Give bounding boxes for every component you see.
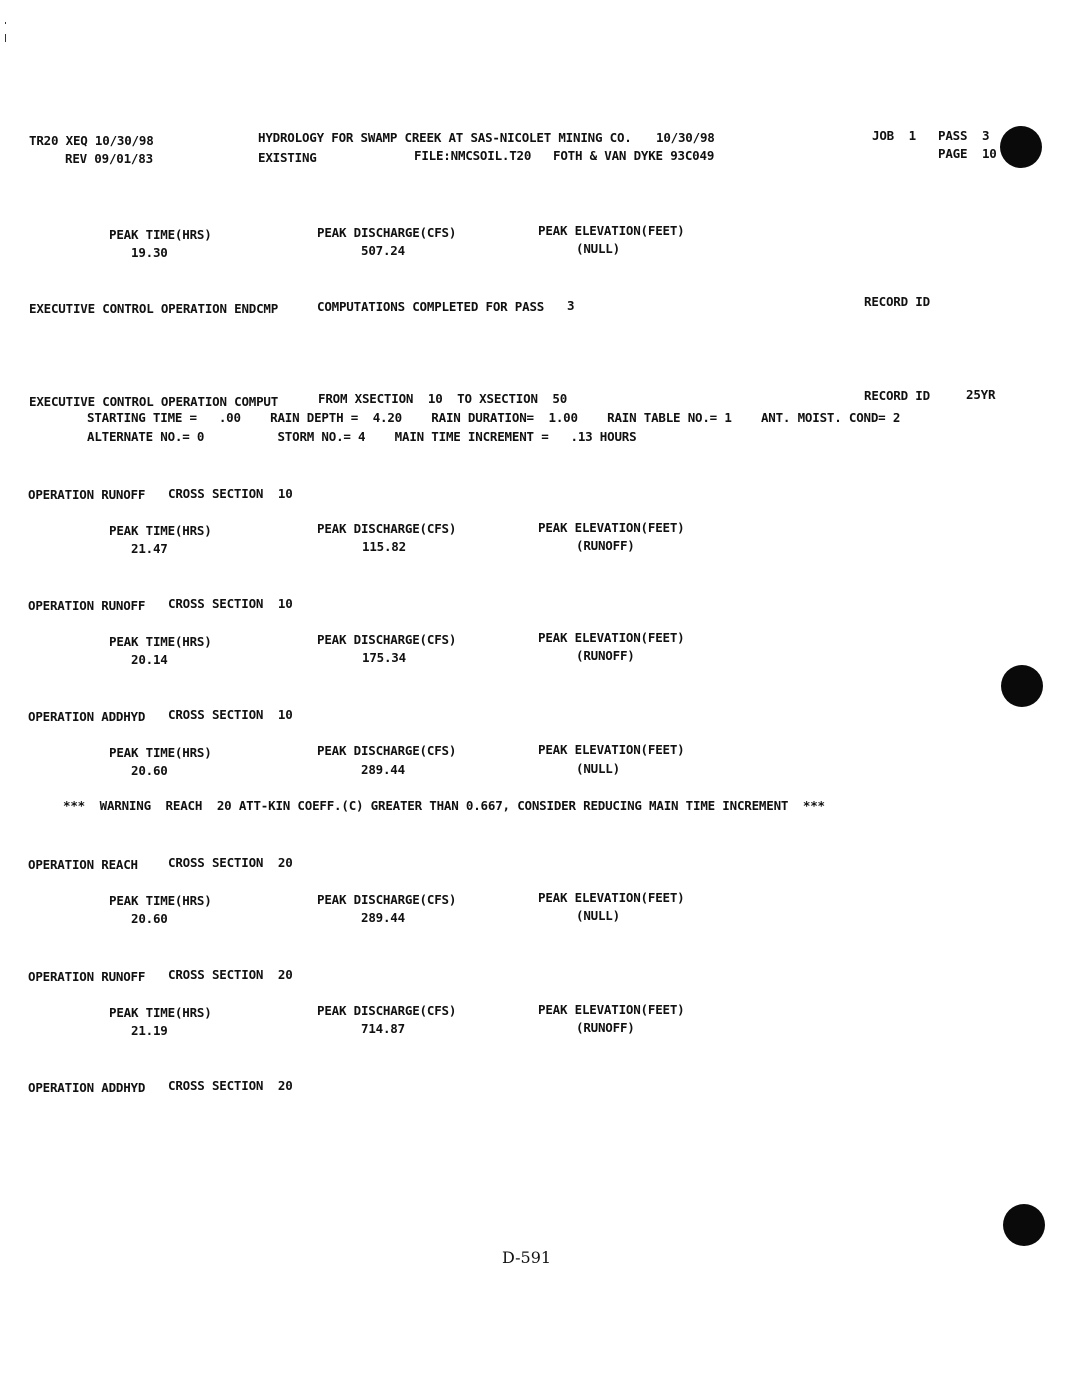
cross-section: CROSS SECTION 20	[168, 967, 293, 982]
peak-discharge-value: 115.82	[362, 539, 406, 554]
punch-hole	[1001, 665, 1043, 707]
job-number: JOB 1	[872, 128, 916, 143]
program-id: TR20 XEQ 10/30/98	[29, 133, 154, 148]
peak-elevation-label: PEAK ELEVATION(FEET)	[538, 630, 685, 645]
report-date: 10/30/98	[656, 130, 715, 145]
peak-discharge-value: 507.24	[361, 243, 405, 258]
peak-time-value: 19.30	[131, 245, 168, 260]
peak-discharge-label: PEAK DISCHARGE(CFS)	[317, 1003, 457, 1018]
operation-heading: OPERATION REACH	[28, 857, 138, 872]
peak-elevation-label: PEAK ELEVATION(FEET)	[538, 520, 685, 535]
peak-time-label: PEAK TIME(HRS)	[109, 893, 212, 908]
endcmp-operation: EXECUTIVE CONTROL OPERATION ENDCMP	[29, 301, 279, 316]
comput-parameters-line2: ALTERNATE NO.= 0 STORM NO.= 4 MAIN TIME INCREMENT = .13 HOURS	[87, 429, 637, 444]
margin-tick	[5, 22, 6, 24]
peak-time-value: 21.19	[131, 1023, 168, 1038]
operation-heading: OPERATION ADDHYD	[28, 709, 146, 724]
peak-elevation-value: (RUNOFF)	[576, 648, 635, 663]
peak-time-label: PEAK TIME(HRS)	[109, 227, 212, 242]
peak-time-label: PEAK TIME(HRS)	[109, 1005, 212, 1020]
peak-elevation-value: (NULL)	[576, 761, 620, 776]
peak-elevation-label: PEAK ELEVATION(FEET)	[538, 742, 685, 757]
margin-tick	[5, 34, 6, 42]
pass-number: PASS 3	[938, 128, 990, 143]
comput-range: FROM XSECTION 10 TO XSECTION 50	[318, 391, 568, 406]
cross-section: CROSS SECTION 20	[168, 1078, 293, 1093]
cross-section: CROSS SECTION 10	[168, 486, 293, 501]
cross-section: CROSS SECTION 20	[168, 855, 293, 870]
page-footer: D-591	[502, 1248, 552, 1267]
peak-time-label: PEAK TIME(HRS)	[109, 634, 212, 649]
peak-discharge-value: 289.44	[361, 910, 405, 925]
peak-discharge-label: PEAK DISCHARGE(CFS)	[317, 521, 457, 536]
peak-time-value: 21.47	[131, 541, 168, 556]
peak-discharge-value: 714.87	[361, 1021, 405, 1036]
peak-time-value: 20.14	[131, 652, 168, 667]
page-number: PAGE 10	[938, 146, 997, 161]
peak-discharge-value: 175.34	[362, 650, 406, 665]
comput-operation: EXECUTIVE CONTROL OPERATION COMPUT	[29, 394, 279, 409]
peak-time-label: PEAK TIME(HRS)	[109, 523, 212, 538]
peak-time-value: 20.60	[131, 763, 168, 778]
endcmp-message: COMPUTATIONS COMPLETED FOR PASS	[317, 299, 545, 314]
warning-message: *** WARNING REACH 20 ATT-KIN COEFF.(C) GREATER THAN 0.667, CONSIDER REDUCING MAIN TIME INCREMENT ***	[63, 798, 825, 813]
report-title: HYDROLOGY FOR SWAMP CREEK AT SAS-NICOLET MINING CO.	[258, 130, 632, 145]
operation-heading: OPERATION RUNOFF	[28, 487, 146, 502]
revision-date: REV 09/01/83	[65, 151, 153, 166]
file-name: FILE:NMCSOIL.T20	[414, 148, 532, 163]
peak-time-value: 20.60	[131, 911, 168, 926]
record-id-label: RECORD ID	[864, 294, 930, 309]
operation-heading: OPERATION ADDHYD	[28, 1080, 146, 1095]
operation-heading: OPERATION RUNOFF	[28, 598, 146, 613]
peak-discharge-label: PEAK DISCHARGE(CFS)	[317, 743, 457, 758]
peak-discharge-label: PEAK DISCHARGE(CFS)	[317, 225, 457, 240]
peak-discharge-label: PEAK DISCHARGE(CFS)	[317, 632, 457, 647]
peak-discharge-value: 289.44	[361, 762, 405, 777]
cross-section: CROSS SECTION 10	[168, 707, 293, 722]
peak-elevation-value: (NULL)	[576, 908, 620, 923]
comput-parameters-line1: STARTING TIME = .00 RAIN DEPTH = 4.20 RAIN DURATION= 1.00 RAIN TABLE NO.= 1 ANT. MOIST. COND= 2	[87, 410, 901, 425]
punch-hole	[1003, 1204, 1045, 1246]
peak-discharge-label: PEAK DISCHARGE(CFS)	[317, 892, 457, 907]
peak-time-label: PEAK TIME(HRS)	[109, 745, 212, 760]
record-id-value: 25YR	[966, 387, 996, 402]
peak-elevation-label: PEAK ELEVATION(FEET)	[538, 890, 685, 905]
punch-hole	[1000, 126, 1042, 168]
peak-elevation-value: (RUNOFF)	[576, 538, 635, 553]
record-id-label: RECORD ID	[864, 388, 930, 403]
peak-elevation-value: (NULL)	[576, 241, 620, 256]
peak-elevation-label: PEAK ELEVATION(FEET)	[538, 223, 685, 238]
report-subtitle: EXISTING	[258, 150, 317, 165]
operation-heading: OPERATION RUNOFF	[28, 969, 146, 984]
cross-section: CROSS SECTION 10	[168, 596, 293, 611]
peak-elevation-value: (RUNOFF)	[576, 1020, 635, 1035]
firm-name: FOTH & VAN DYKE 93C049	[553, 148, 715, 163]
peak-elevation-label: PEAK ELEVATION(FEET)	[538, 1002, 685, 1017]
endcmp-pass: 3	[567, 298, 575, 313]
